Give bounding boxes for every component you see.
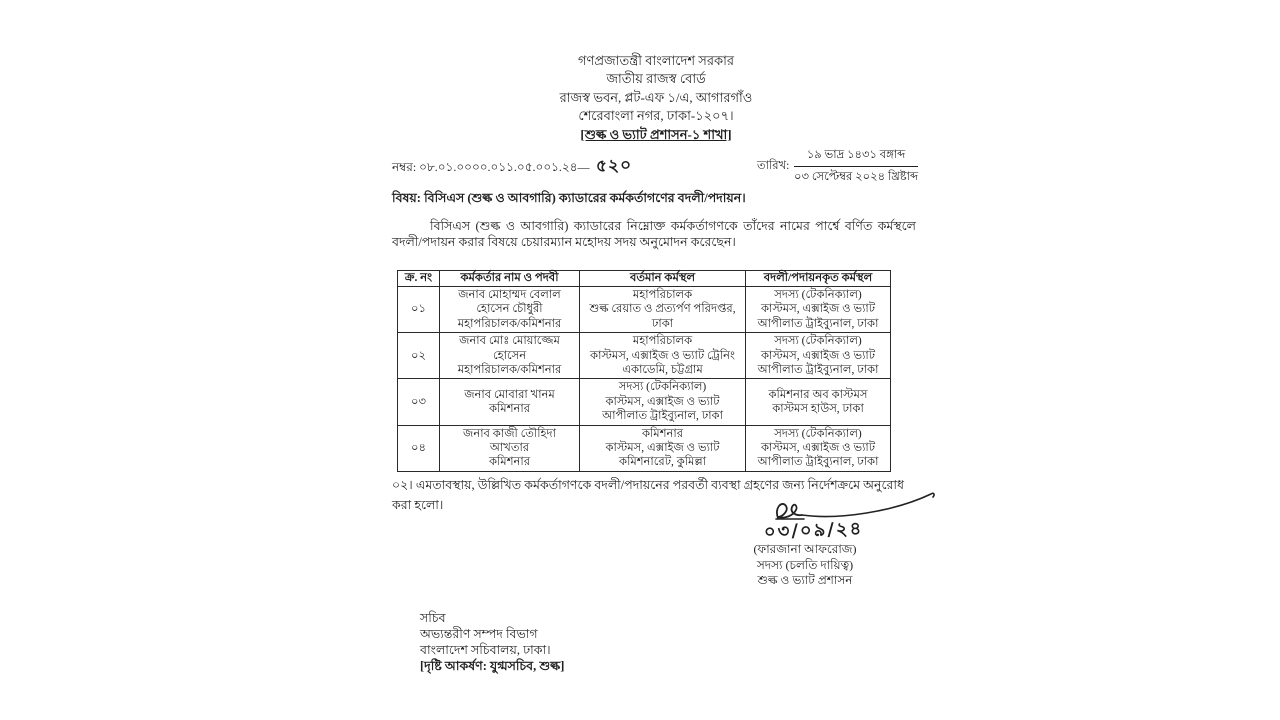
officer-designation: কমিশনার: [488, 456, 531, 469]
current-office: কাস্টমস, এক্সাইজ ও ভ্যাট আপীলাত ট্রাইব্যুনাল, ঢাকা: [602, 395, 723, 423]
officer-name: জনাব মোহাম্মদ বেলাল হোসেন চৌধুরী: [458, 289, 561, 316]
new-posting-cell: [746, 379, 891, 425]
current-posting-cell: [580, 333, 746, 379]
letterhead: [390, 52, 922, 144]
gregorian-date: ০৩ সেপ্টেম্বর ২০২৪ খ্রিষ্টাব্দ: [794, 171, 919, 183]
subject-line: বিষয়: বিসিএস (শুল্ক ও আবগারি) ক্যাডারের কর্মকর্তাগণের বদলী/পদায়ন।: [392, 191, 746, 205]
serial-cell: ০৪: [398, 425, 440, 471]
handwritten-signature-date: ০৩/০৯/২৪: [763, 518, 864, 543]
current-office: কাস্টমস, এক্সাইজ ও ভ্যাট ট্রেনিং একাডেমি, চট্টগ্রাম: [590, 349, 735, 377]
officer-designation: মহাপরিচালক/কমিশনার: [457, 317, 562, 330]
recipient-division: অভ্যন্তরীণ সম্পদ বিভাগ: [420, 627, 538, 641]
new-office: কাস্টমস, এক্সাইজ ও ভ্যাট আপীলাত ট্রাইব্যুনাল, ঢাকা: [757, 442, 879, 469]
new-office: কাস্টমস হাউস, ঢাকা: [772, 403, 864, 416]
current-post: মহাপরিচালক: [632, 335, 693, 348]
memo-number-line: [392, 153, 632, 181]
current-post: সদস্য (টেকনিক্যাল): [618, 381, 707, 394]
closing-paragraph: ০২। এমতাবস্থায়, উল্লিখিত কর্মকর্তাগণকে বদলী/পদায়নের পরবর্তী ব্যবস্থা গ্রহণের জন্য নির্দেশক্রমে অনুরোধ করা হলো।: [392, 478, 905, 512]
header-serial: ক্র. নং: [398, 271, 440, 287]
signatory-block: [716, 542, 894, 589]
header-name: কর্মকর্তার নাম ও পদবী: [440, 271, 580, 287]
recipient-title: সচিব: [420, 611, 446, 625]
current-posting-cell: [580, 287, 746, 333]
officer-name: জনাব মোবারা খানম: [464, 388, 555, 401]
organization-name: জাতীয় রাজস্ব বোর্ড: [606, 71, 706, 87]
date-stack: [794, 146, 918, 187]
current-posting-cell: [580, 379, 746, 425]
table-header-row: [398, 271, 891, 287]
new-office: কাস্টমস, এক্সাইজ ও ভ্যাট আপীলাত ট্রাইব্যুনাল, ঢাকা: [757, 303, 879, 330]
current-posting-cell: [580, 425, 746, 471]
handwritten-serial: ৫২০: [595, 155, 632, 177]
table-row: [398, 333, 891, 379]
table-row: [398, 425, 891, 471]
address-line-2: শেরেবাংলা নগর, ঢাকা-১২০৭।: [578, 108, 734, 124]
signatory-name: (ফারজানা আফরোজ): [753, 542, 857, 556]
header-current-posting: বর্তমান কর্মস্থল: [580, 271, 746, 287]
new-post: সদস্য (টেকনিক্যাল): [774, 335, 862, 348]
name-cell: [440, 287, 580, 333]
section-branch: [শুল্ক ও ভ্যাট প্রশাসন-১ শাখা]: [580, 126, 732, 142]
officer-designation: মহাপরিচালক/কমিশনার: [457, 364, 562, 377]
serial-cell: ০৩: [398, 379, 440, 425]
government-name: গণপ্রজাতন্ত্রী বাংলাদেশ সরকার: [577, 53, 735, 68]
serial-cell: ০২: [398, 333, 440, 379]
date-block: [757, 146, 918, 187]
new-post: সদস্য (টেকনিক্যাল): [774, 427, 862, 440]
attention-note: [দৃষ্টি আকর্ষণ: যুগ্মসচিব, শুল্ক]: [420, 659, 565, 673]
current-office: শুল্ক রেয়াত ও প্রত্যর্পণ পরিদপ্তর, ঢাকা: [589, 303, 736, 330]
name-cell: [440, 425, 580, 471]
body-paragraph: বিসিএস (শুল্ক ও আবগারি) ক্যাডারের নিম্নোক্ত কর্মকর্তাগণকে তাঁদের নামের পার্শ্বে বর্ণিত কর্মস্থলে বদলী/পদায়ন করার বিষয়ে চেয়ারম্যান মহোদয় সদয় অনুমোদন করেছেন।: [392, 219, 916, 249]
current-office: কাস্টমস, এক্সাইজ ও ভ্যাট কমিশনারেট, কুমিল্লা: [605, 442, 720, 469]
current-post: মহাপরিচালক: [632, 289, 693, 301]
name-cell: [440, 379, 580, 425]
signatory-designation: সদস্য (চলতি দায়িত্ব): [756, 557, 854, 572]
signatory-office: শুল্ক ও ভ্যাট প্রশাসন: [757, 573, 853, 588]
header-new-posting: বদলী/পদায়নকৃত কর্মস্থল: [746, 271, 891, 287]
new-posting-cell: [746, 333, 891, 379]
transfer-table: [397, 270, 891, 472]
officer-designation: কমিশনার: [488, 403, 531, 416]
new-posting-cell: [746, 287, 891, 333]
new-posting-cell: [746, 425, 891, 471]
table-row: [398, 379, 891, 425]
date-label: তারিখ:: [757, 160, 790, 172]
bangla-date: ১৯ ভাদ্র ১৪৩১ বঙ্গাব্দ: [794, 146, 918, 167]
current-post: কমিশনার: [641, 427, 684, 440]
memo-number: নম্বর: ০৮.০১.০০০০.০১১.০৫.০০১.২৪—: [392, 160, 590, 174]
new-office: কাস্টমস, এক্সাইজ ও ভ্যাট আপীলাত ট্রাইব্যুনাল, ঢাকা: [757, 349, 879, 377]
name-cell: [440, 333, 580, 379]
officer-name: জনাব মোঃ মোয়াজ্জেম হোসেন: [459, 335, 560, 362]
recipient-block: [420, 610, 564, 674]
serial-cell: ০১: [398, 287, 440, 333]
new-post: কমিশনার অব কাস্টমস: [768, 388, 868, 401]
address-line-1: রাজস্ব ভবন, প্লট-এফ ১/এ, আগারগাঁও: [559, 89, 753, 105]
new-post: সদস্য (টেকনিক্যাল): [774, 289, 862, 301]
officer-name: জনাব কাজী তৌহিদা আখতার: [463, 427, 556, 455]
recipient-address: বাংলাদেশ সচিবালয়, ঢাকা।: [420, 643, 551, 657]
table-row: [398, 287, 891, 333]
